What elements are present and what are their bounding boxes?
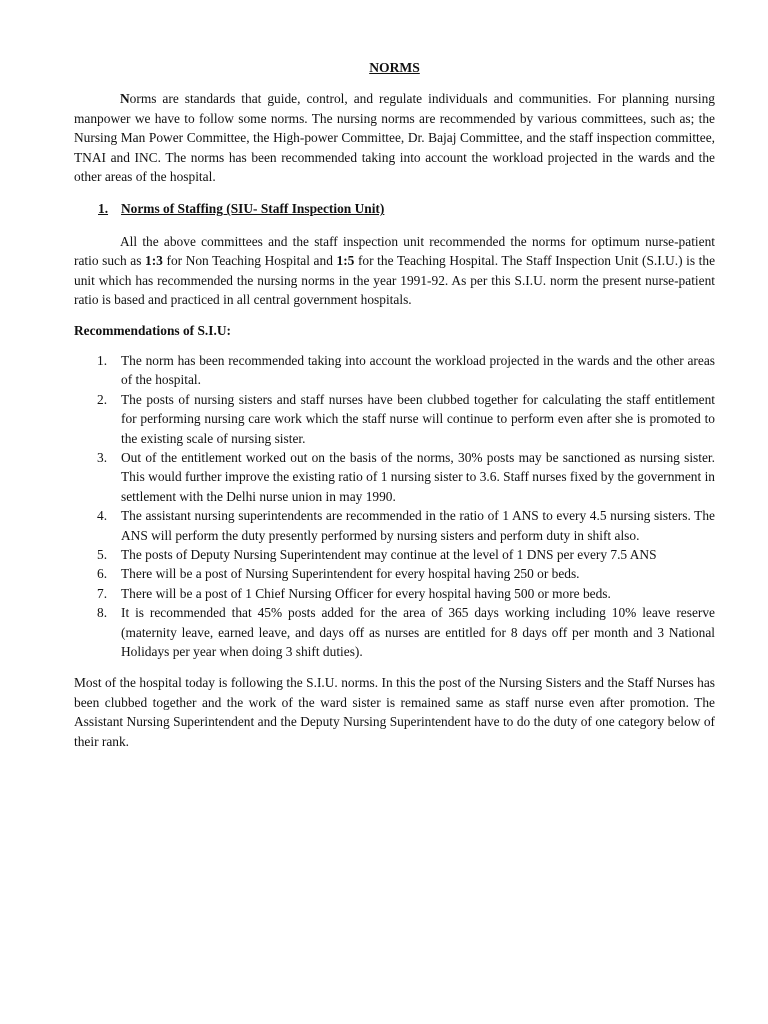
list-item xyxy=(74,390,715,448)
list-item xyxy=(74,351,715,390)
ratio-teaching: 1:5 xyxy=(336,253,355,269)
section-number: 1. xyxy=(98,201,109,217)
list-item-text: There will be a post of 1 Chief Nursing Officer for every hospital having 500 or more beds. xyxy=(121,585,611,601)
intro-paragraph xyxy=(74,89,715,186)
list-item-text: It is recommended that 45% posts added for the area of 365 days working including 10% leave reserve (maternity leave, earned leave, and days off as nurses are entitled for 8 days off per month and 3 National Holidays per year when doing 3 shift duties). xyxy=(121,605,715,659)
list-item-number: 7. xyxy=(97,585,108,601)
recommendations-list xyxy=(74,351,715,662)
staffing-text-c: for the Teaching Hospital. The Staff Inspection Unit (S.I.U.) is the unit which has recommended the nursing norms in the year 1991-92. As per this S.I.U. norm the present nurse-patient ratio is based and practiced in all central government hospitals. xyxy=(74,253,716,308)
page-title: NORMS xyxy=(369,60,420,75)
list-item-number: 5. xyxy=(97,546,108,562)
closing-paragraph: Most of the hospital today is following the S.I.U. norms. In this the post of the Nursing Sisters and the Staff Nurses has been clubbed together and the work of the ward sister is remained same as staff nurse even after promotion. The Assistant Nursing Superintendent and the Deputy Nursing Superintendent have to do the duty of one category below of their rank. xyxy=(74,675,715,749)
ratio-non-teaching: 1:3 xyxy=(145,253,163,269)
spacer xyxy=(74,661,715,673)
staffing-text-a: All the above committees and the staff inspection unit recommended the norms for optimum nurse-patient ratio such as xyxy=(74,233,715,269)
intro-text: orms are standards that guide, control, and regulate individuals and communities. For planning nursing manpower we have to follow some norms. The nursing norms are recommended by various committees, such as; the Nursing Man Power Committee, the High-power Committee, Dr. Bajaj Committee, and the staff inspection committee, TNAI and INC. The norms has been recommended taking into account the workload projected in the wards and the other areas of the hospital. xyxy=(74,91,715,185)
list-item-text: The posts of nursing sisters and staff nurses have been clubbed together for calculating the staff entitlement for performing nursing care work which the staff nurse will continue to perform even after she is promoted to the existing scale of nursing sister. xyxy=(121,391,715,446)
list-item xyxy=(74,448,715,506)
list-item-text: There will be a post of Nursing Superintendent for every hospital having 250 or beds. xyxy=(121,566,580,582)
list-item xyxy=(74,603,715,661)
intro-drop-letter: N xyxy=(120,91,130,107)
list-item-text: The assistant nursing superintendents are recommended in the ratio of 1 ANS to every 4.5 nursing sisters. The ANS will perform the duty presently performed by nursing sisters and perform duty in shift also. xyxy=(121,508,715,543)
list-item-text: The posts of Deputy Nursing Superintendent may continue at the level of 1 DNS per every 7.5 ANS xyxy=(121,546,657,562)
list-item xyxy=(74,545,715,564)
document-page xyxy=(74,58,715,751)
section-title: Norms of Staffing (SIU- Staff Inspection Unit) xyxy=(121,201,385,217)
list-item-number: 2. xyxy=(97,391,108,407)
list-item xyxy=(74,584,715,603)
list-item-text: The norm has been recommended taking into account the workload projected in the wards and the other areas of the hospital. xyxy=(121,352,715,388)
staffing-paragraph xyxy=(74,232,715,310)
list-item-number: 3. xyxy=(97,449,108,465)
list-item-number: 6. xyxy=(97,566,108,582)
list-item-number: 8. xyxy=(97,605,108,621)
list-item-number: 4. xyxy=(97,508,108,524)
staffing-text-b: for Non Teaching Hospital and xyxy=(162,253,337,269)
section-heading xyxy=(98,199,715,218)
list-item xyxy=(74,564,715,583)
recommendations-heading: Recommendations of S.I.U: xyxy=(74,323,231,339)
list-item-text: Out of the entitlement worked out on the basis of the norms, 30% posts may be sanctioned as nursing sister. This would further improve the existing ratio of 1 nursing sister to 3.6. Staff nurses fixed by the government in settlement with the Delhi nurse union in may 1990. xyxy=(121,449,715,504)
list-item xyxy=(74,506,715,545)
list-item-number: 1. xyxy=(97,352,108,368)
